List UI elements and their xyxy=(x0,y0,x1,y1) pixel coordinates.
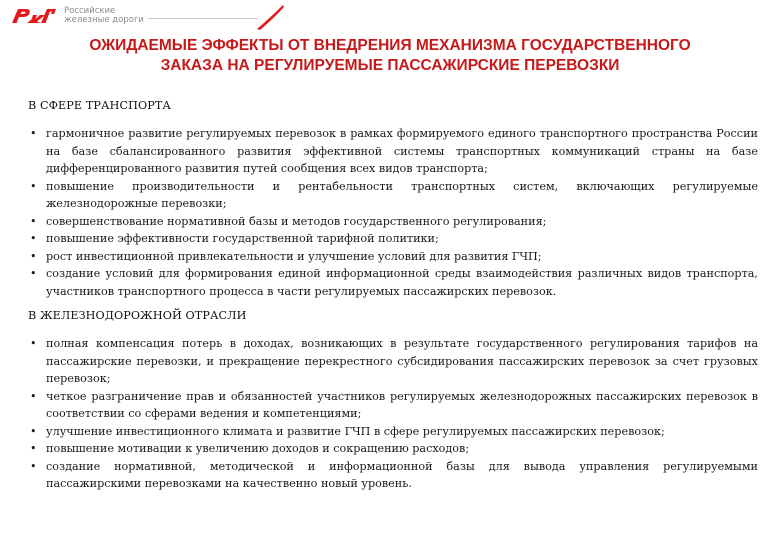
content-body xyxy=(28,98,758,493)
list-item xyxy=(28,265,758,300)
bullet-icon: • xyxy=(30,424,37,438)
section-heading: В СФЕРЕ ТРАНСПОРТА xyxy=(28,99,172,112)
bullet-icon: • xyxy=(30,459,37,473)
list-item-text: гармоничное развитие регулируемых перевозок в рамках формируемого единого транспортного пространства России на базе сбалансированного развития эффективной системы транспортных коммуникаций страны на базе дифференцированного развития путей сообщения всех видов транспорта; xyxy=(46,127,758,175)
bullet-list xyxy=(28,125,758,300)
list-item-text: совершенствование нормативной базы и методов государственного регулирования; xyxy=(46,214,547,228)
logo-line-2: железные дороги xyxy=(64,15,144,25)
section-railway xyxy=(28,308,758,493)
list-item-text: повышение производительности и рентабельности транспортных систем, включающих регулируемые железнодорожные перевозки; xyxy=(46,179,758,210)
section-transport xyxy=(28,98,758,300)
list-item xyxy=(28,125,758,178)
list-item-text: повышение эффективности государственной тарифной политики; xyxy=(46,232,439,245)
list-item-text: повышение мотивации к увеличению доходов и сокращению расходов; xyxy=(46,442,470,455)
list-item xyxy=(28,335,758,388)
bullet-icon: • xyxy=(30,127,37,140)
title-line-2: ЗАКАЗА НА РЕГУЛИРУЕМЫЕ ПАССАЖИРСКИЕ ПЕРЕВОЗКИ xyxy=(160,57,620,74)
logo-wordmark xyxy=(64,7,144,25)
list-item xyxy=(28,458,758,493)
bullet-icon: • xyxy=(30,442,37,455)
title-line-1: ОЖИДАЕМЫЕ ЭФФЕКТЫ ОТ ВНЕДРЕНИЯ МЕХАНИЗМА ГОСУДАРСТВЕННОГО xyxy=(89,37,691,54)
list-item xyxy=(28,248,758,266)
rzd-logo-icon xyxy=(10,6,58,26)
list-item-text: полная компенсация потерь в доходах, возникающих в результате государственного регулирования тарифов на пассажирские перевозки, и прекращение перекрестного субсидирования пассажирских перевозок за счет грузовых перевозок; xyxy=(46,337,758,385)
list-item xyxy=(28,388,758,423)
list-item xyxy=(28,230,758,248)
page-title xyxy=(0,36,780,76)
list-item-text: создание нормативной, методической и информационной базы для вывода управления регулируемыми пассажирскими перевозками на качественно новый уровень. xyxy=(46,459,758,490)
list-item xyxy=(28,423,758,441)
section-heading: В ЖЕЛЕЗНОДОРОЖНОЙ ОТРАСЛИ xyxy=(28,309,247,322)
list-item xyxy=(28,178,758,213)
list-item-text: создание условий для формирования единой информационной среды взаимодействия различных видов транспорта, участников транспортного процесса в части регулируемых пассажирских перевозок. xyxy=(46,267,758,298)
header-divider xyxy=(148,18,258,19)
list-item xyxy=(28,440,758,458)
logo-line-1: Российские xyxy=(64,6,116,16)
header xyxy=(0,0,780,34)
bullet-icon: • xyxy=(30,214,37,228)
rail-swoosh-icon xyxy=(255,3,285,31)
bullet-icon: • xyxy=(30,337,37,350)
bullet-icon: • xyxy=(30,232,37,245)
bullet-list xyxy=(28,335,758,493)
bullet-icon: • xyxy=(30,267,37,280)
list-item xyxy=(28,213,758,231)
list-item-text: четкое разграничение прав и обязанностей участников регулируемых железнодорожных пассажирских перевозок в соответствии со сферами ведения и компетенциями; xyxy=(46,389,758,420)
list-item-text: рост инвестиционной привлекательности и улучшение условий для развития ГЧП; xyxy=(46,249,542,263)
bullet-icon: • xyxy=(30,249,37,263)
list-item-text: улучшение инвестиционного климата и развитие ГЧП в сфере регулируемых пассажирских перевозок; xyxy=(46,424,665,438)
bullet-icon: • xyxy=(30,179,37,193)
rzd-logo[interactable] xyxy=(10,6,144,26)
bullet-icon: • xyxy=(30,389,37,403)
